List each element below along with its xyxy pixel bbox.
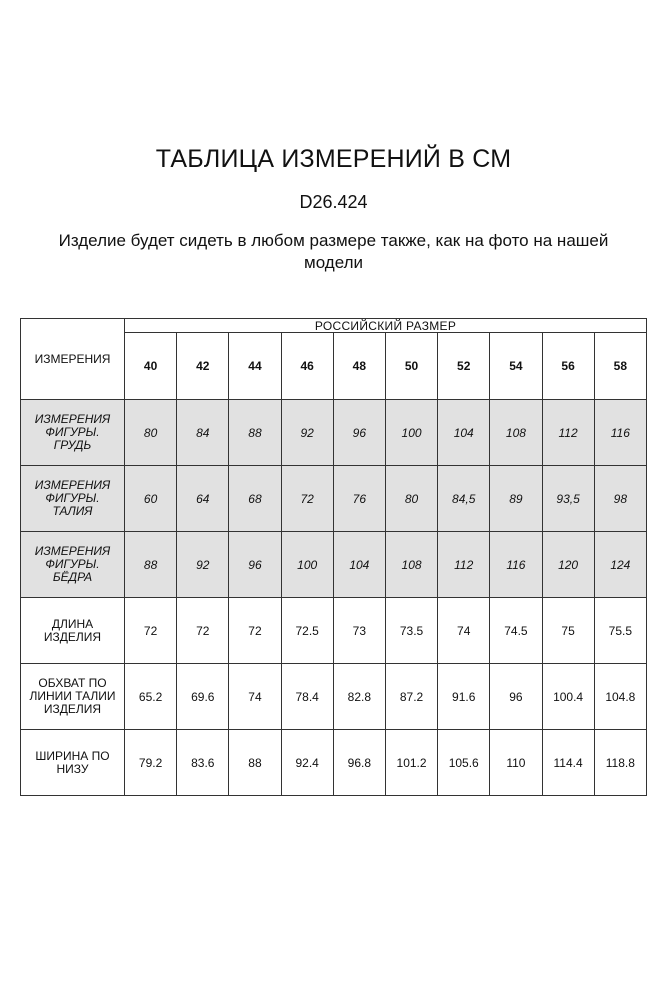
measurement-cell: 108 xyxy=(490,400,542,466)
table-row xyxy=(21,664,647,730)
measurement-cell: 92 xyxy=(281,400,333,466)
size-table-body xyxy=(21,319,647,796)
measurement-cell: 74 xyxy=(438,598,490,664)
row-label: ДЛИНА ИЗДЕЛИЯ xyxy=(21,598,125,664)
measurement-cell: 72.5 xyxy=(281,598,333,664)
measurement-cell: 88 xyxy=(229,400,281,466)
row-label: ОБХВАТ ПО ЛИНИИ ТАЛИИ ИЗДЕЛИЯ xyxy=(21,664,125,730)
measurement-cell: 60 xyxy=(125,466,177,532)
measurement-cell: 88 xyxy=(125,532,177,598)
page-title: ТАБЛИЦА ИЗМЕРЕНИЙ В СМ xyxy=(155,145,512,173)
measurement-cell: 82.8 xyxy=(333,664,385,730)
measurement-cell: 96 xyxy=(333,400,385,466)
size-header-cell: 50 xyxy=(385,333,437,400)
measurement-cell: 124 xyxy=(594,532,646,598)
measurement-cell: 100 xyxy=(385,400,437,466)
measurement-cell: 84 xyxy=(177,400,229,466)
measurement-cell: 114.4 xyxy=(542,730,594,796)
measurement-cell: 75 xyxy=(542,598,594,664)
measurement-cell: 118.8 xyxy=(594,730,646,796)
measurement-cell: 96.8 xyxy=(333,730,385,796)
measurement-cell: 120 xyxy=(542,532,594,598)
measurement-cell: 88 xyxy=(229,730,281,796)
measurement-cell: 93,5 xyxy=(542,466,594,532)
size-header-cell: 58 xyxy=(594,333,646,400)
measurement-cell: 100.4 xyxy=(542,664,594,730)
row-label: ИЗМЕРЕНИЯ ФИГУРЫ. БЁДРА xyxy=(21,532,125,598)
measurement-cell: 79.2 xyxy=(125,730,177,796)
table-row xyxy=(21,400,647,466)
measurement-cell: 76 xyxy=(333,466,385,532)
measurement-cell: 69.6 xyxy=(177,664,229,730)
measurement-cell: 75.5 xyxy=(594,598,646,664)
measurement-cell: 80 xyxy=(125,400,177,466)
table-row xyxy=(21,466,647,532)
row-label: ИЗМЕРЕНИЯ ФИГУРЫ. ГРУДЬ xyxy=(21,400,125,466)
measurement-cell: 116 xyxy=(594,400,646,466)
measurement-cell: 68 xyxy=(229,466,281,532)
measurement-cell: 73.5 xyxy=(385,598,437,664)
size-header-cell: 48 xyxy=(333,333,385,400)
measurement-cell: 84,5 xyxy=(438,466,490,532)
measurement-cell: 98 xyxy=(594,466,646,532)
size-group-header: РОССИЙСКИЙ РАЗМЕР xyxy=(125,319,647,333)
measurement-cell: 87.2 xyxy=(385,664,437,730)
measurement-cell: 92.4 xyxy=(281,730,333,796)
measurement-cell: 80 xyxy=(385,466,437,532)
measurement-cell: 72 xyxy=(229,598,281,664)
measurements-header: ИЗМЕРЕНИЯ xyxy=(21,319,125,400)
measurement-cell: 72 xyxy=(281,466,333,532)
measurement-cell: 83.6 xyxy=(177,730,229,796)
size-header-cell: 42 xyxy=(177,333,229,400)
row-label: ИЗМЕРЕНИЯ ФИГУРЫ. ТАЛИЯ xyxy=(21,466,125,532)
measurement-cell: 73 xyxy=(333,598,385,664)
measurement-cell: 110 xyxy=(490,730,542,796)
measurement-cell: 78.4 xyxy=(281,664,333,730)
measurement-cell: 100 xyxy=(281,532,333,598)
fit-description: Изделие будет сидеть в любом размере также, как на фото на нашей модели xyxy=(58,231,609,272)
table-row xyxy=(21,730,647,796)
measurement-cell: 104 xyxy=(438,400,490,466)
measurement-cell: 112 xyxy=(438,532,490,598)
size-header-cell: 52 xyxy=(438,333,490,400)
measurement-cell: 74 xyxy=(229,664,281,730)
size-header-cell: 54 xyxy=(490,333,542,400)
measurement-cell: 91.6 xyxy=(438,664,490,730)
measurement-cell: 74.5 xyxy=(490,598,542,664)
table-row xyxy=(21,532,647,598)
measurement-cell: 105.6 xyxy=(438,730,490,796)
measurement-cell: 104.8 xyxy=(594,664,646,730)
measurement-cell: 72 xyxy=(177,598,229,664)
measurement-cell: 116 xyxy=(490,532,542,598)
product-code: D26.424 xyxy=(299,192,368,212)
measurement-cell: 108 xyxy=(385,532,437,598)
measurement-cell: 104 xyxy=(333,532,385,598)
measurement-cell: 92 xyxy=(177,532,229,598)
measurement-cell: 101.2 xyxy=(385,730,437,796)
measurement-cell: 112 xyxy=(542,400,594,466)
size-header-cell: 44 xyxy=(229,333,281,400)
size-header-cell: 40 xyxy=(125,333,177,400)
size-group-row xyxy=(21,319,647,333)
measurement-cell: 96 xyxy=(490,664,542,730)
size-header-cell: 56 xyxy=(542,333,594,400)
measurement-cell: 96 xyxy=(229,532,281,598)
measurement-cell: 89 xyxy=(490,466,542,532)
size-table xyxy=(20,318,647,796)
measurement-cell: 65.2 xyxy=(125,664,177,730)
measurement-cell: 72 xyxy=(125,598,177,664)
size-header-cell: 46 xyxy=(281,333,333,400)
measurement-cell: 64 xyxy=(177,466,229,532)
table-row xyxy=(21,598,647,664)
row-label: ШИРИНА ПО НИЗУ xyxy=(21,730,125,796)
